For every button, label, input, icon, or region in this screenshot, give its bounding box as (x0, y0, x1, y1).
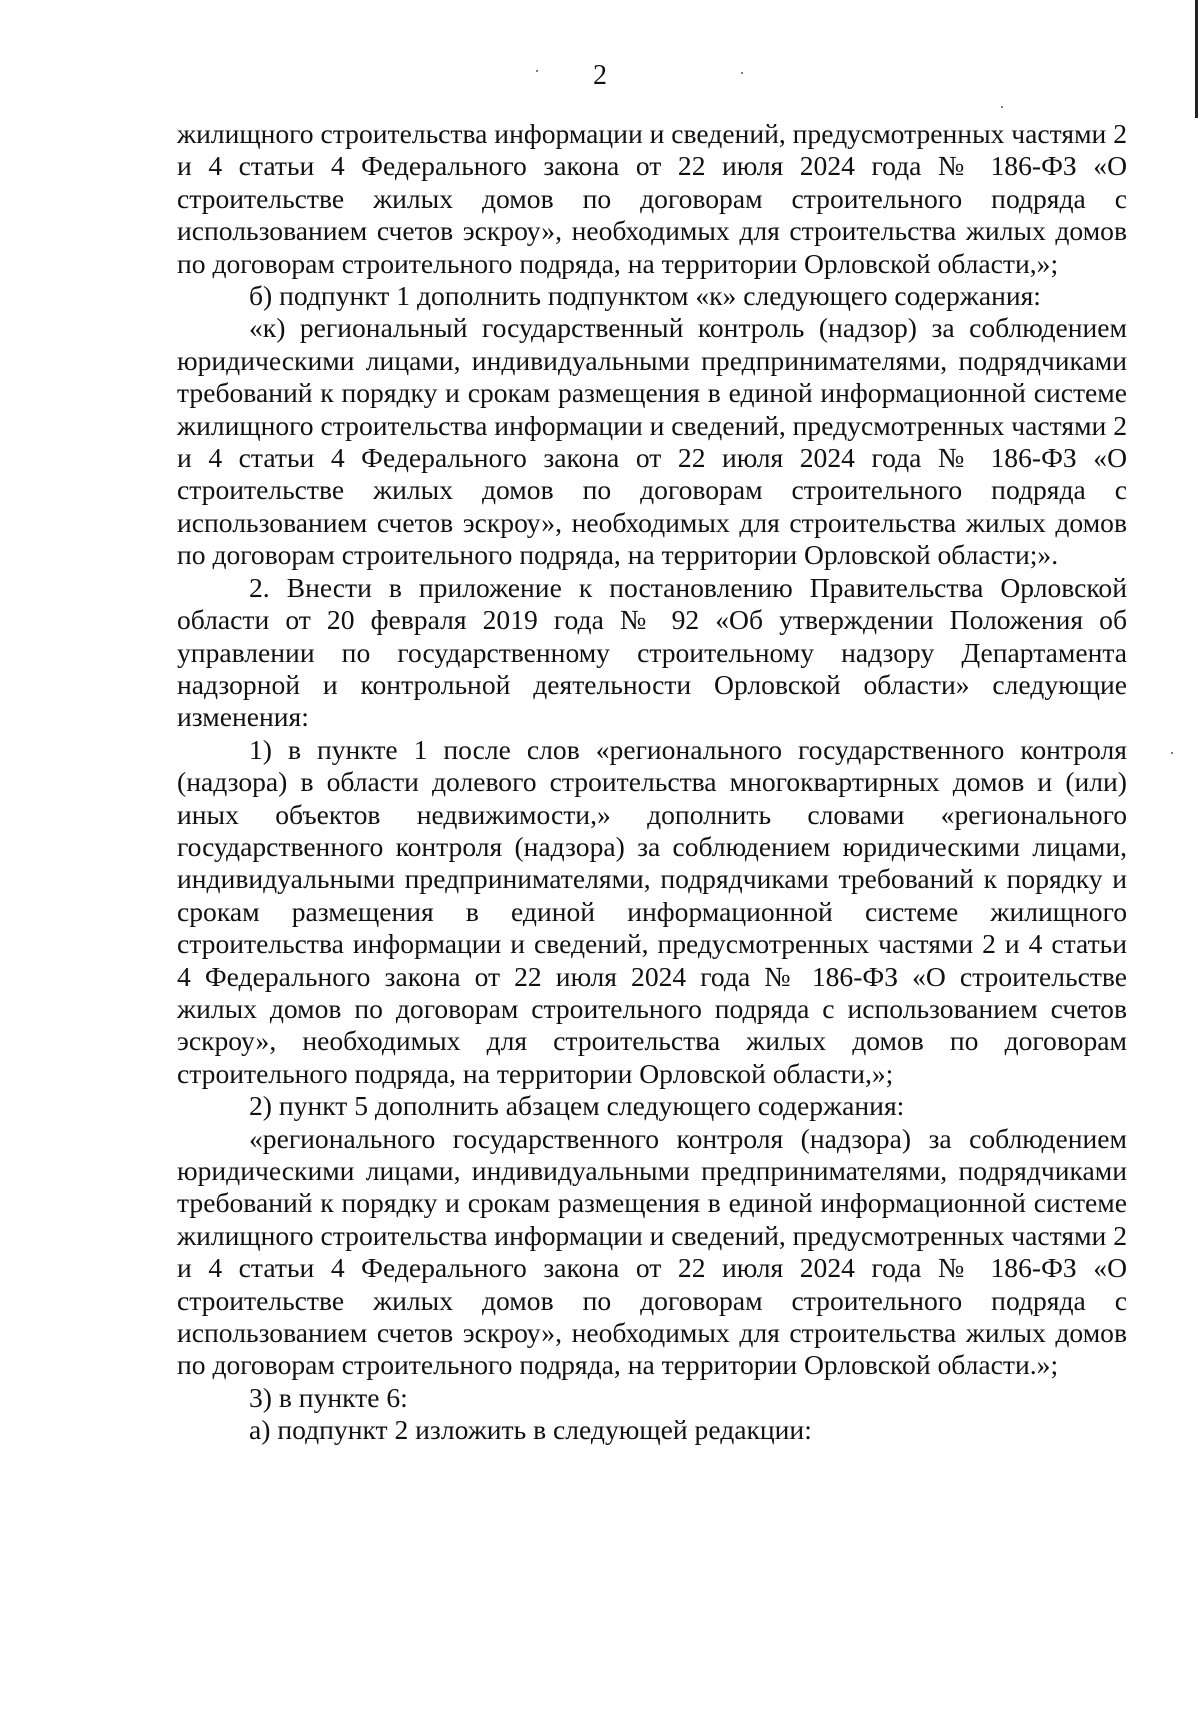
paragraph-subitem-2: 2) пункт 5 дополнить абзацем следующего содержания: (249, 1090, 905, 1122)
paragraph-item-2: 2. Внести в приложение к постановлению Правительства Орловской области от 20 февраля 2019 года № 92 «Об утверждении Положения об управлении по государственному строительному надзору Департамента надзорной и контрольной деятельности Орловской области» следующие изменения: (177, 571, 1127, 733)
scan-speck (1171, 752, 1173, 754)
paragraph-subitem-1: 1) в пункте 1 после слов «регионального государственного контроля (надзора) в области долевого строительства многоквартирных домов и (или) иных объектов недвижимости,» дополнить словами «регионального государственного контроля (надзора) за соблюдением юридическими лицами, индивидуальными предпринимателями, подрядчиками требований к порядку и срокам размещения в единой информационной системе жилищного строительства информации и сведений, предусмотренных частями 2 и 4 статьи 4 Федерального закона от 22 июля 2024 года № 186-ФЗ «О строительстве жилых домов по договорам строительного подряда с использованием счетов эскроу», необходимых для строительства жилых домов по договорам строительного подряда, на территории Орловской области,»; (177, 733, 1127, 1089)
paragraph-item-b: б) подпункт 1 дополнить подпунктом «к» следующего содержания: (249, 280, 1041, 312)
paragraph-subitem-3: 3) в пункте 6: (249, 1381, 408, 1413)
document-body (177, 118, 1127, 1447)
paragraph-item-k: «к) региональный государственный контроль (надзор) за соблюдением юридическими лицами, индивидуальными предпринимателями, подрядчиками требований к порядку и срокам размещения в единой информационной системе жилищного строительства информации и сведений, предусмотренных частями 2 и 4 статьи 4 Федерального закона от 22 июля 2024 года № 186-ФЗ «О строительстве жилых домов по договорам строительного подряда с использованием счетов эскроу», необходимых для строительства жилых домов по договорам строительного подряда, на территории Орловской области;». (177, 312, 1127, 571)
scan-page-edge (1195, 0, 1198, 118)
scan-speck (1001, 106, 1003, 108)
page-number: 2 (593, 60, 607, 91)
paragraph-item-a: а) подпункт 2 изложить в следующей редакции: (249, 1414, 812, 1446)
paragraph-quote-control: «регионального государственного контроля (надзора) за соблюдением юридическими лицами, индивидуальными предпринимателями, подрядчиками требований к порядку и срокам размещения в единой информационной системе жилищного строительства информации и сведений, предусмотренных частями 2 и 4 статьи 4 Федерального закона от 22 июля 2024 года № 186-ФЗ «О строительстве жилых домов по договорам строительного подряда с использованием счетов эскроу», необходимых для строительства жилых домов по договорам строительного подряда, на территории Орловской области.»; (177, 1122, 1127, 1381)
paragraph-continuation: жилищного строительства информации и сведений, предусмотренных частями 2 и 4 статьи 4 Федерального закона от 22 июля 2024 года № 186-ФЗ «О строительстве жилых домов по договорам строительного подряда с использованием счетов эскроу», необходимых для строительства жилых домов по договорам строительного подряда, на территории Орловской области,»; (177, 118, 1127, 279)
